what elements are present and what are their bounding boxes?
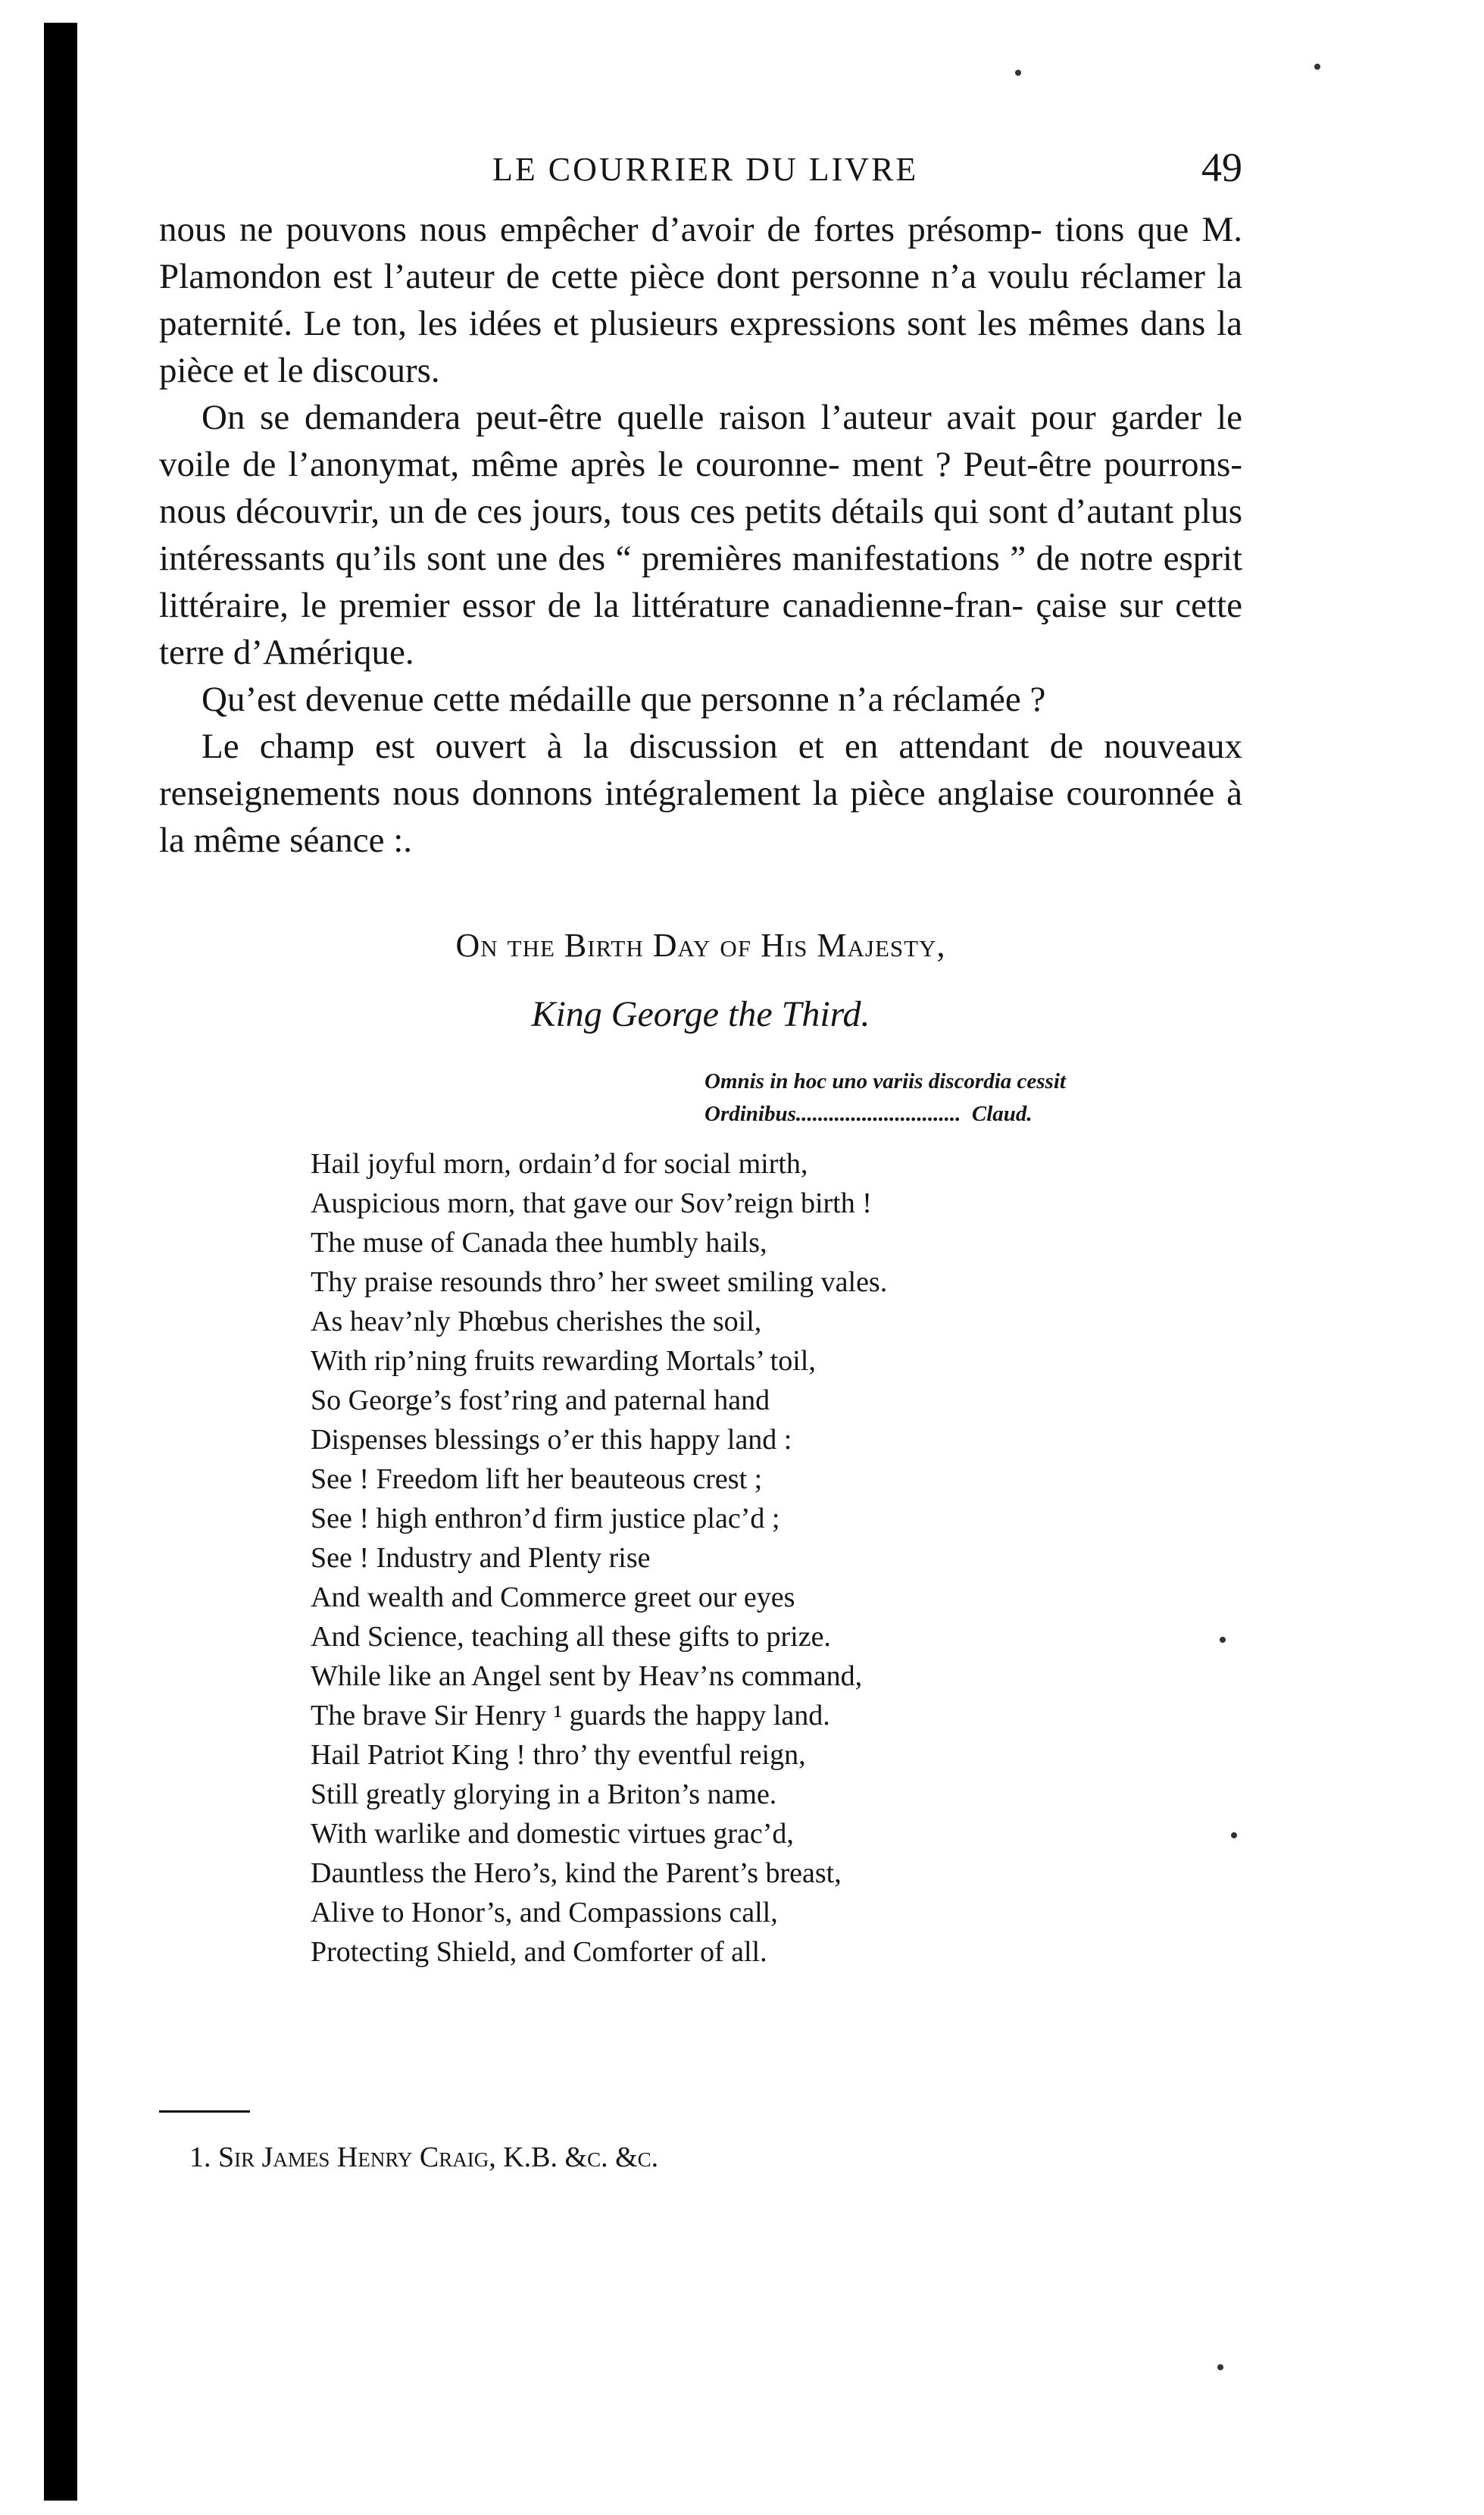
epigraph-line: Omnis in hoc uno variis discordia cessit — [705, 1069, 1066, 1093]
poem-line: Hail joyful morn, ordain’d for social mirth, — [311, 1148, 808, 1180]
poem-line: Auspicious morn, that gave our Sov’reign birth ! — [311, 1187, 872, 1219]
running-title: LE COURRIER DU LIVRE — [492, 151, 919, 188]
body-text — [159, 206, 1242, 864]
paragraph: nous ne pouvons nous empêcher d’avoir de fortes présomp- tions que M. Plamondon est l’auteur de cette pièce dont personne n’a voulu réclamer la paternité. Le ton, les idées et plusieurs expressions sont les mêmes dans la pièce et le discours. — [159, 210, 1242, 390]
paragraph: Le champ est ouvert à la discussion et en attendant de nouveaux renseignements nous donnons intégralement la pièce anglaise couronnée à la même séance :. — [159, 727, 1242, 860]
poem-line: The brave Sir Henry ¹ guards the happy land. — [311, 1700, 830, 1731]
poem-line: Hail Patriot King ! thro’ thy eventful reign, — [311, 1739, 806, 1771]
book-page — [159, 136, 1242, 1972]
poem-line: With rip’ning fruits rewarding Mortals’ toil, — [311, 1345, 816, 1377]
epigraph — [705, 1065, 1242, 1131]
poem-line: With warlike and domestic virtues grac’d, — [311, 1818, 794, 1850]
poem-line: See ! Industry and Plenty rise — [311, 1542, 651, 1574]
running-head — [159, 136, 1242, 189]
poem-line: And Science, teaching all these gifts to prize. — [311, 1621, 831, 1653]
poem-line: Still greatly glorying in a Briton’s name. — [311, 1778, 777, 1810]
poem-line: While like an Angel sent by Heav’ns command, — [311, 1660, 863, 1692]
scan-speck — [1314, 64, 1320, 70]
footnote-rule — [159, 2110, 250, 2113]
footnote: 1. Sir James Henry Craig, K.B. &c. &c. — [189, 2141, 659, 2173]
scan-speck — [1217, 2364, 1223, 2370]
poem-line: See ! Freedom lift her beauteous crest ; — [311, 1463, 763, 1495]
poem-line: Protecting Shield, and Comforter of all. — [311, 1936, 767, 1968]
poem-line: Alive to Honor’s, and Compassions call, — [311, 1897, 778, 1928]
scan-speck — [1220, 1637, 1226, 1643]
paragraph: Qu’est devenue cette médaille que personne n’a réclamée ? — [202, 680, 1046, 719]
poem-subtitle: King George the Third. — [531, 994, 870, 1034]
poem-title: On the Birth Day of His Majesty, — [455, 927, 946, 964]
epigraph-line: Ordinibus.............................. Claud. — [705, 1102, 1033, 1126]
poem-line: And wealth and Commerce greet our eyes — [311, 1581, 795, 1613]
poem-line: The muse of Canada thee humbly hails, — [311, 1227, 767, 1259]
poem-line: Thy praise resounds thro’ her sweet smiling vales. — [311, 1266, 888, 1298]
scan-speck — [1015, 70, 1021, 76]
poem-line: Dispenses blessings o’er this happy land : — [311, 1424, 792, 1456]
poem-line: See ! high enthron’d firm justice plac’d ; — [311, 1503, 780, 1534]
poem-body — [311, 1144, 1242, 1972]
poem-line: Dauntless the Hero’s, kind the Parent’s breast, — [311, 1857, 842, 1889]
scan-speck — [1231, 1832, 1237, 1838]
poem-line: As heav’nly Phœbus cherishes the soil, — [311, 1306, 762, 1337]
poem-line: So George’s fost’ring and paternal hand — [311, 1384, 770, 1416]
binding-edge — [44, 23, 77, 2501]
paragraph: On se demandera peut-être quelle raison l’auteur avait pour garder le voile de l’anonymat, même après le couronne- ment ? Peut-être pourrons-nous découvrir, un de ces jours, tous ces petits détails qui sont d’autant plus intéressants qu’ils sont une des “ premières manifestations ” de notre esprit littéraire, le premier essor de la littérature canadienne-fran- çaise sur cette terre d’Amérique. — [159, 398, 1242, 672]
page-number: 49 — [1201, 145, 1242, 190]
